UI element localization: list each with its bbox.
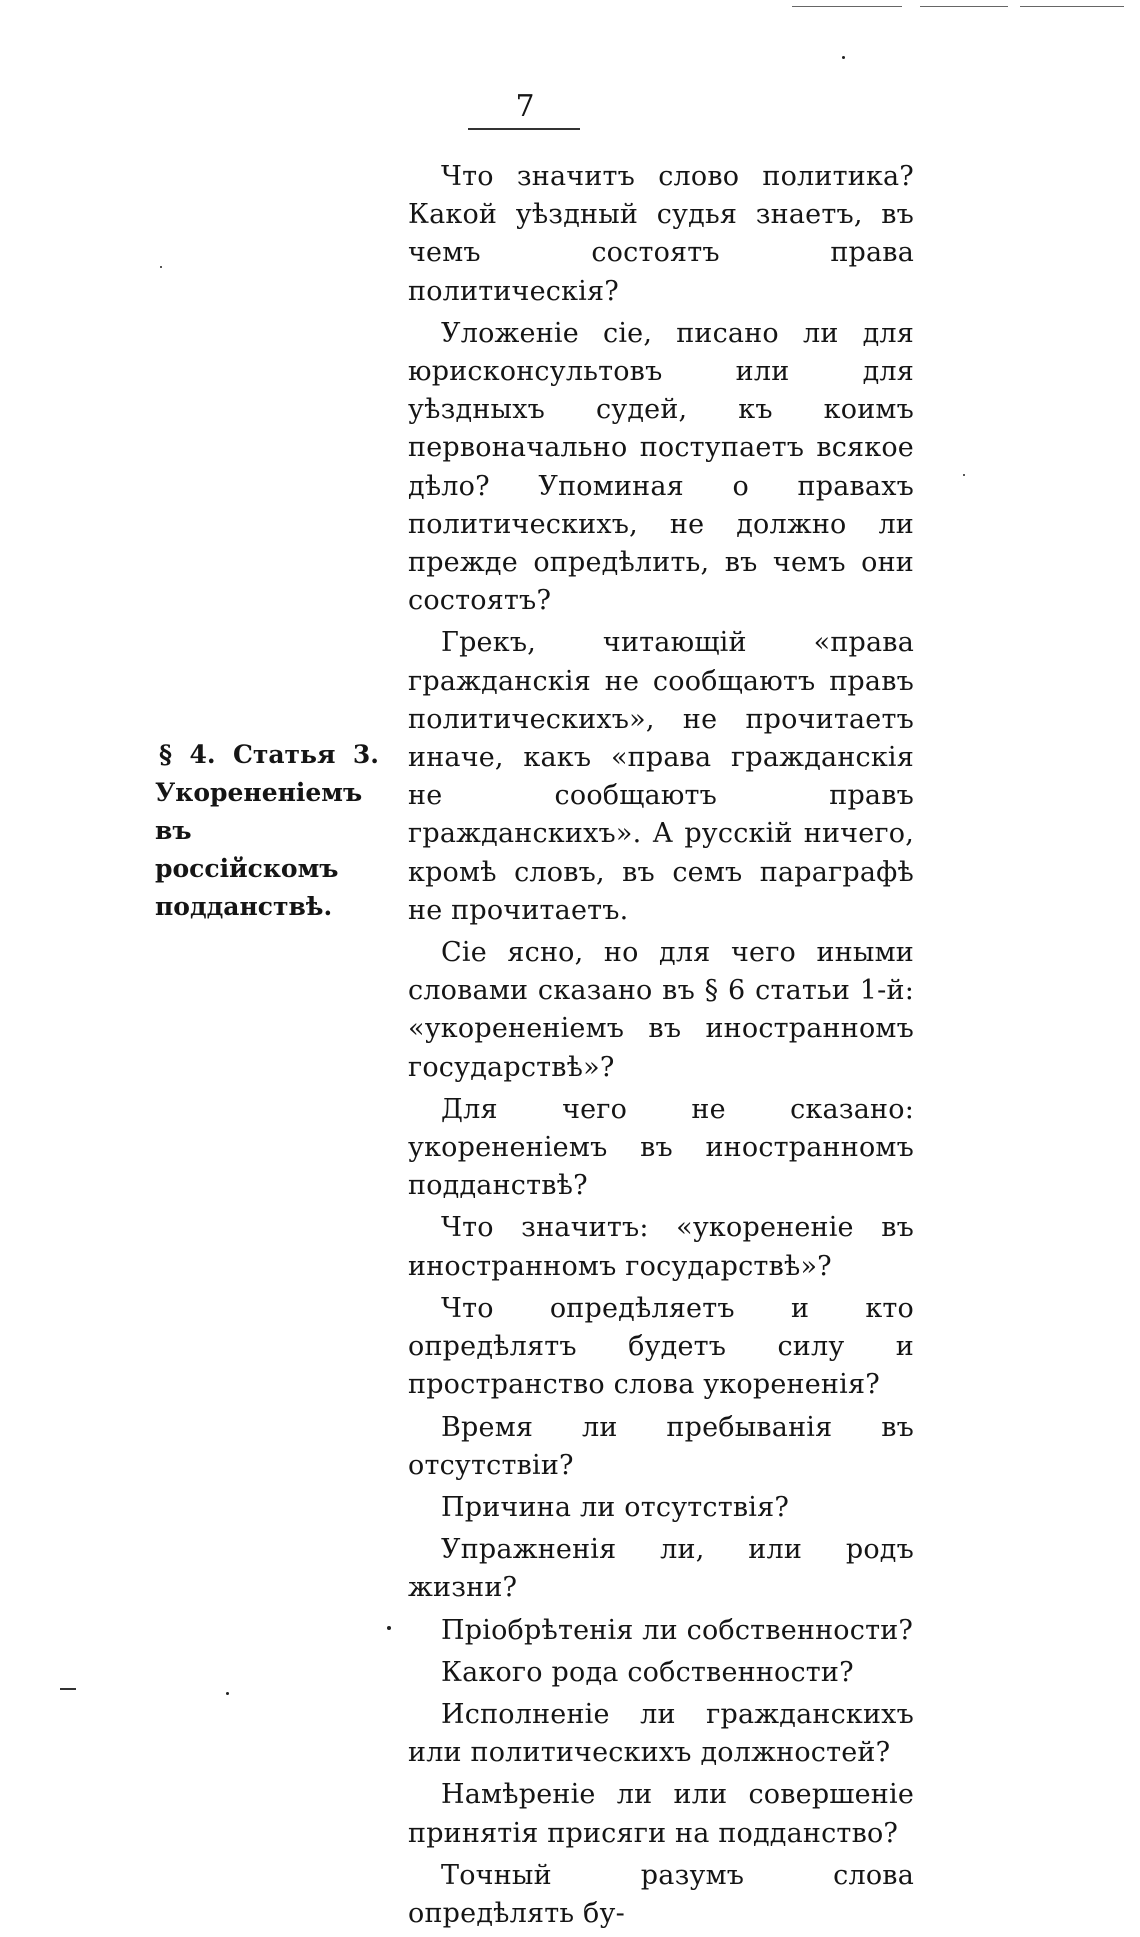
paragraph: Для чего не сказано: укорененіемъ въ иностранномъ подданствѣ? [408, 1093, 914, 1202]
scan-edge-line [1020, 6, 1124, 7]
scan-speck [387, 1626, 391, 1630]
scan-edge-mark [60, 1688, 76, 1690]
main-text-column [408, 158, 914, 1937]
scan-speck [963, 474, 965, 476]
scan-speck [160, 266, 162, 268]
paragraph: Исполненіе ли гражданскихъ или политическихъ должностей? [408, 1698, 914, 1769]
paragraph: Упражненія ли, или родъ жизни? [408, 1534, 914, 1604]
paragraph: Намѣреніе ли или совершеніе принятія присяги на подданство? [408, 1779, 914, 1849]
paragraph: Сіе ясно, но для чего иными словами сказано въ § 6 статьи 1-й: «укорененіемъ въ иностранномъ государствѣ»? [408, 937, 914, 1083]
scan-speck [226, 1692, 229, 1695]
paragraph: Причина ли отсутствія? [441, 1491, 790, 1523]
paragraph: Какого рода собственности? [441, 1656, 854, 1688]
paragraph: Точный разумъ слова опредѣлять бу- [408, 1859, 914, 1929]
paragraph: Уложеніе сіе, писано ли для юрисконсультовъ или для уѣздныхъ судей, къ коимъ первоначально поступаетъ всякое дѣло? Упоминая о правахъ политическихъ, не должно ли прежде опредѣлить, въ чемъ они состоятъ? [408, 317, 914, 617]
paragraph: Что опредѣляетъ и кто опредѣлятъ будетъ силу и пространство слова укорененія? [408, 1292, 914, 1401]
margin-note: § 4. Статья 3. Укорененіемъ въ россійскомъ подданствѣ. [155, 740, 379, 921]
scan-edge-line [920, 6, 1008, 7]
paragraph: Что значитъ слово политика? Какой уѣздный судья знаетъ, въ чемъ состоятъ права политическія? [408, 161, 914, 307]
scan-edge-line [792, 6, 902, 7]
page-number: 7 [515, 89, 535, 124]
paragraph: Пріобрѣтенія ли собственности? [441, 1614, 914, 1646]
paragraph: Время ли пребыванія въ отсутствіи? [408, 1411, 914, 1481]
page-number-rule [468, 128, 580, 130]
paragraph: Что значитъ: «укорененіе въ иностранномъ государствѣ»? [408, 1212, 914, 1282]
paragraph: Грекъ, читающій «права гражданскія не сообщаютъ правъ политическихъ», не прочитаетъ иначе, какъ «права гражданскія не сообщаютъ правъ гражданскихъ». А русскій ничего, кромѣ словъ, въ семъ параграфѣ не прочитаетъ. [408, 627, 914, 926]
scan-speck [842, 56, 845, 59]
